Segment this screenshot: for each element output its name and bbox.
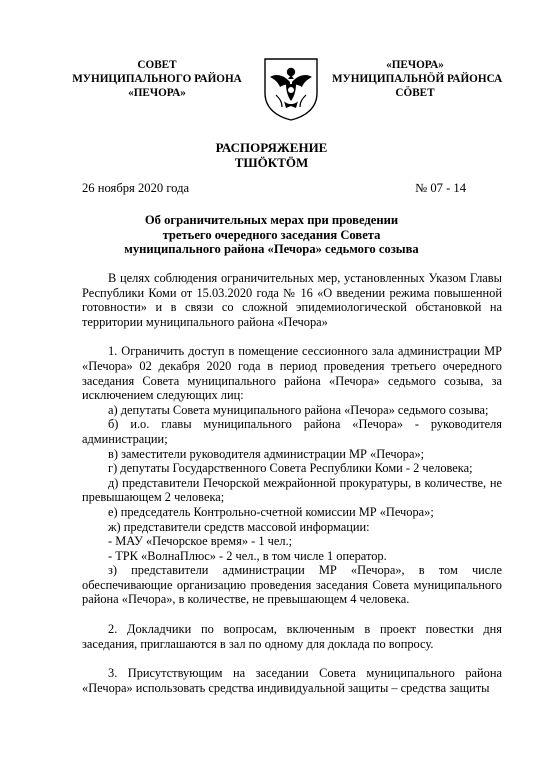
- item-1-sub-a: а) депутаты Совета муниципального района «Печора» седьмого созыва;: [108, 402, 489, 417]
- document-title: РАСПОРЯЖЕНИЕ: [215, 140, 328, 155]
- document-number: № 07 - 14: [415, 181, 466, 195]
- item-1-sub-d: д) представители Печорской межрайонной прокуратуры, в количестве, не превышающем 2 человека;: [82, 475, 502, 505]
- preamble-paragraph: В целях соблюдения ограничительных мер, установленных Указом Главы Республики Коми от 15.03.2020 года № 16 «О введении режима повышенной готовности» и в связи со сложной эпидемиологической обстановкой на территории муниципального района «Печора»: [82, 271, 502, 329]
- subject-line: муниципального района «Печора» седьмого созыва: [124, 242, 419, 256]
- header-right-line: «ПЕЧОРА»: [386, 59, 444, 71]
- item-1-sub-v: в) заместители руководителя администрации МР «Печора»;: [108, 446, 425, 461]
- document-body: [82, 271, 502, 695]
- subject-line: третьего очередного заседания Совета: [162, 227, 381, 242]
- header-left: [72, 58, 242, 100]
- item-1-sub-zh-2: - ТРК «ВолнаПлюс» - 2 чел., в том числе 1 оператор.: [108, 548, 387, 563]
- header-left-line: СОВЕТ: [137, 59, 177, 71]
- header-right-line: МУНИЦИПАЛЬНÖЙ РАЙОНСА: [332, 73, 503, 85]
- item-1-sub-b: б) и.о. главы муниципального района «Печора» - руководителя администрации;: [82, 417, 502, 446]
- document-subject: [0, 213, 543, 257]
- document-title-komi: ТШÖКТÖМ: [234, 155, 309, 170]
- item-1-paragraph: 1. Ограничить доступ в помещение сессионного зала администрации МР «Печора» 02 декабря 2020 года в период проведения третьего очередного заседания Совета муниципального района «Печора» седьмого созыва, за исключением следующих лиц:: [82, 344, 502, 403]
- item-1-sub-zh-1: - МАУ «Печорское время» - 1 чел.;: [108, 534, 293, 549]
- item-1-sub-e: е) председатель Контрольно-счетной комиссии МР «Печора»;: [108, 504, 434, 519]
- subject-line: Об ограничительных мерах при проведении: [144, 213, 399, 227]
- item-3-paragraph: 3. Присутствующим на заседании Совета муниципального района «Печора» использовать средства индивидуальной защиты – средства защиты: [82, 666, 502, 695]
- header-right: [332, 58, 503, 100]
- item-1-sub-z: з) представители администрации МР «Печора», в том числе обеспечивающие организацию проведения заседания Совета муниципального района «Печора», в количестве, не превышающем 4 человека.: [82, 563, 502, 607]
- komi-coat-of-arms-icon: [262, 55, 320, 121]
- header-left-line: «ПЕЧОРА»: [128, 87, 186, 99]
- item-1-sub-zh: ж) представители средств массовой информации:: [108, 519, 370, 534]
- document-date: 26 ноября 2020 года: [82, 181, 190, 195]
- header-left-line: МУНИЦИПАЛЬНОГО РАЙОНА: [72, 73, 242, 85]
- header-right-line: СÖВЕТ: [395, 87, 435, 99]
- item-2-paragraph: 2. Докладчики по вопросам, включенным в проект повестки дня заседания, приглашаются в зал по одному для доклада по вопросу.: [82, 622, 502, 651]
- item-1-sub-g: г) депутаты Государственного Совета Республики Коми - 2 человека;: [108, 461, 473, 476]
